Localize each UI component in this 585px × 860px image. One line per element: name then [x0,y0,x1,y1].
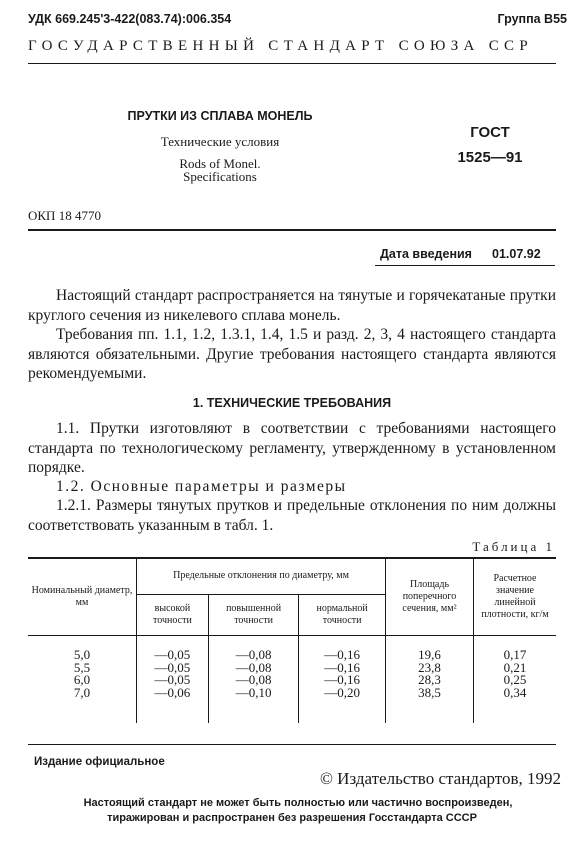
cell-area: 23,8 [386,662,474,675]
cell-high: —0,05 [137,649,209,662]
cell-high: —0,06 [137,687,209,700]
header-normal-accuracy: нормальной точности [299,594,386,635]
table-row [28,674,556,687]
table-row [28,662,556,675]
header-high-accuracy: высокой точности [137,594,209,635]
official-edition: Издание официальное [34,756,165,768]
scope-paragraph: Настоящий стандарт распространяется на тянутые и горячекатаные прутки круглого сечения из никелевого сплава монель. [28,287,556,324]
state-standard-heading: ГОСУДАРСТВЕННЫЙ СТАНДАРТ СОЮЗА ССР [28,38,533,54]
clause-1-2: 1.2. Основные параметры и размеры [56,478,347,495]
cell-diameter: 6,0 [73,672,91,687]
cell-normal: —0,16 [299,649,386,662]
cell-diameter: 5,5 [73,659,91,675]
cell-density: 0,25 [474,674,557,687]
cell-high: —0,05 [137,674,209,687]
udk-code: УДК 669.245'3-422(083.74):006.354 [28,12,232,26]
group-code: Группа В55 [497,12,567,26]
table-1-caption: Таблица 1 [472,539,555,554]
cell-normal: —0,16 [299,674,386,687]
table-1 [28,557,556,723]
header-diameter: Номинальный диаметр, мм [28,558,137,635]
gost-label: ГОСТ [470,124,510,141]
clause-1-1: 1.1. Прутки изготовляют в соответствии с требованиями настоящего стандарта по технологическому регламенту, утвержденному в установленном порядке. [28,420,556,476]
cell-normal: —0,20 [299,687,386,700]
cell-increased: —0,10 [208,687,298,700]
table-row [28,687,556,700]
table-row [28,649,556,662]
cell-increased: —0,08 [208,649,298,662]
gost-number: 1525—91 [457,149,523,166]
mandatory-requirements-paragraph: Требования пп. 1.1, 1.2, 1.3.1, 1.4, 1.5 и разд. 2, 3, 4 настоящего стандарта являются обязательными. Другие требования настоящего стандарта являются рекомендуемыми. [28,326,556,382]
intro-date-label: Дата введения [380,247,472,261]
header-increased-accuracy: повышенной точности [208,594,298,635]
title-ru: ПРУТКИ ИЗ СПЛАВА МОНЕЛЬ [127,109,313,123]
cell-density: 0,21 [474,662,557,675]
clause-1-2-1: 1.2.1. Размеры тянутых прутков и предельные отклонения по ним должны соответствовать указанным в табл. 1. [28,497,556,534]
table-bottom-rule [28,744,556,745]
intro-date-value: 01.07.92 [492,247,541,261]
reproduction-notice-line-1: Настоящий стандарт не может быть полностью или частично воспроизведен, [83,797,513,809]
cell-high: —0,05 [137,662,209,675]
cell-normal: —0,16 [299,662,386,675]
title-en: Rods of Monel. [179,156,261,171]
cell-area: 28,3 [386,674,474,687]
cell-increased: —0,08 [208,674,298,687]
intro-date-underline [375,265,555,266]
cell-area: 19,6 [386,649,474,662]
header-area: Площадь поперечного сечения, мм² [386,558,474,635]
title-en-subtitle: Specifications [183,169,257,184]
cell-diameter: 7,0 [73,684,91,700]
copyright: © Издательство стандартов, 1992 [320,769,561,788]
header-rule [28,63,556,64]
cell-density: 0,17 [474,649,557,662]
cell-diameter: 5,0 [73,647,91,662]
title-block-rule [28,229,556,231]
header-deviations: Предельные отклонения по диаметру, мм [137,558,386,594]
title-ru-subtitle: Технические условия [160,134,280,149]
cell-increased: —0,08 [208,662,298,675]
header-density: Расчетное значение линейной плотности, кг/м [474,558,557,635]
okp-code: ОКП 18 4770 [28,208,101,223]
section-1-heading: 1. ТЕХНИЧЕСКИЕ ТРЕБОВАНИЯ [192,396,392,410]
cell-area: 38,5 [386,687,474,700]
reproduction-notice-line-2: тиражирован и распространен без разрешения Госстандарта СССР [107,812,477,824]
cell-density: 0,34 [474,687,557,700]
